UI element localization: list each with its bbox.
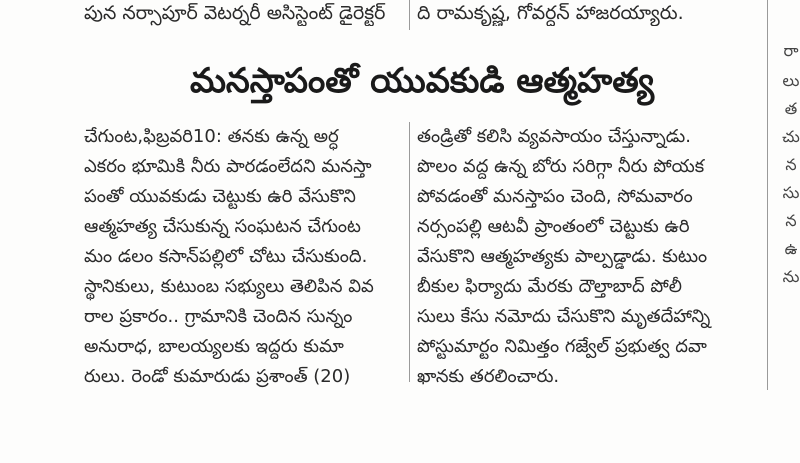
adjacent-column-fragment: న	[785, 155, 797, 174]
body-line: ఆత్మహత్య చేసుకున్న సంఘటన చేగుంట	[84, 216, 361, 237]
body-line: వేసుకొని ఆత్మహత్యకు పాల్పడ్డాడు. కుటుం	[417, 246, 708, 267]
right-column-rule	[767, 0, 768, 390]
adjacent-column-fragment: సు	[782, 183, 800, 202]
previous-article-tail-left: పున నర్సాపూర్ వెటర్నరీ అసిస్టెంట్ డైరెక్టర్	[84, 2, 386, 24]
adjacent-column-fragment: రా	[783, 41, 799, 60]
article-headline: మనస్తాపంతో యువకుడి ఆత్మహత్య	[189, 61, 655, 101]
body-line: స్థానికులు, కుటుంబ సభ్యులు తెలిపిన వివ	[84, 276, 374, 297]
body-line: తండ్రితో కలిసి వ్యవసాయం చేస్తున్నాడు.	[417, 126, 691, 147]
body-line: బీకుల ఫిర్యాదు మేరకు దౌల్తాబాద్ పోలీ	[417, 276, 682, 297]
body-line: ఎకరం భూమికి నీరు పారడంలేదని మనస్తా	[84, 156, 372, 177]
body-line: పోస్టుమార్టం నిమిత్తం గజ్వేల్ ప్రభుత్వ దవా	[417, 336, 707, 357]
adjacent-column-fragment: చు	[782, 127, 800, 146]
previous-article-tail-right: ది రామకృష్ణ, గోవర్ధన్ హాజరయ్యారు.	[417, 2, 684, 24]
body-line: సులు కేసు నమోదు చేసుకొని మృతదేహాన్ని	[417, 306, 711, 327]
adjacent-column-fragment: త	[784, 99, 798, 118]
body-line: పోవడంతో మనస్తాపం చెంది, సోమవారం	[417, 186, 693, 207]
top-column-rule	[409, 0, 410, 30]
adjacent-column-fragment: ఉ	[784, 239, 798, 258]
body-line: అనురాధ, బాలయ్యలకు ఇద్దరు కుమా	[84, 336, 344, 357]
adjacent-column-fragment: న	[785, 211, 797, 230]
body-line: నర్సంపల్లి ఆటవీ ప్రాంతంలో చెట్టుకు ఉరి	[417, 216, 690, 237]
adjacent-column-fragment: లు	[782, 71, 800, 90]
column-divider	[409, 122, 410, 382]
body-line: మం డలం కసాన్‌పల్లిలో చోటు చేసుకుంది.	[84, 246, 368, 267]
body-line: పొలం వద్ద ఉన్న బోరు సరిగ్గా నీరు పోయక	[417, 156, 705, 177]
body-line: రాల ప్రకారం.. గ్రామానికి చెందిన సున్నం	[84, 306, 353, 327]
adjacent-column-fragment: ను	[782, 267, 800, 286]
body-line: పంతో యువకుడు చెట్టుకు ఉరి వేసుకొని	[84, 186, 356, 207]
body-line: ఖానకు తరలించారు.	[417, 366, 560, 387]
body-line: చేగుంట,ఫిబ్రవరి10: తనకు ఉన్న అర్ధ	[84, 126, 339, 147]
body-line: రులు. రెండో కుమారుడు ప్రశాంత్ (20)	[84, 366, 351, 387]
article-left-column	[84, 122, 402, 392]
article-right-column	[417, 122, 747, 392]
